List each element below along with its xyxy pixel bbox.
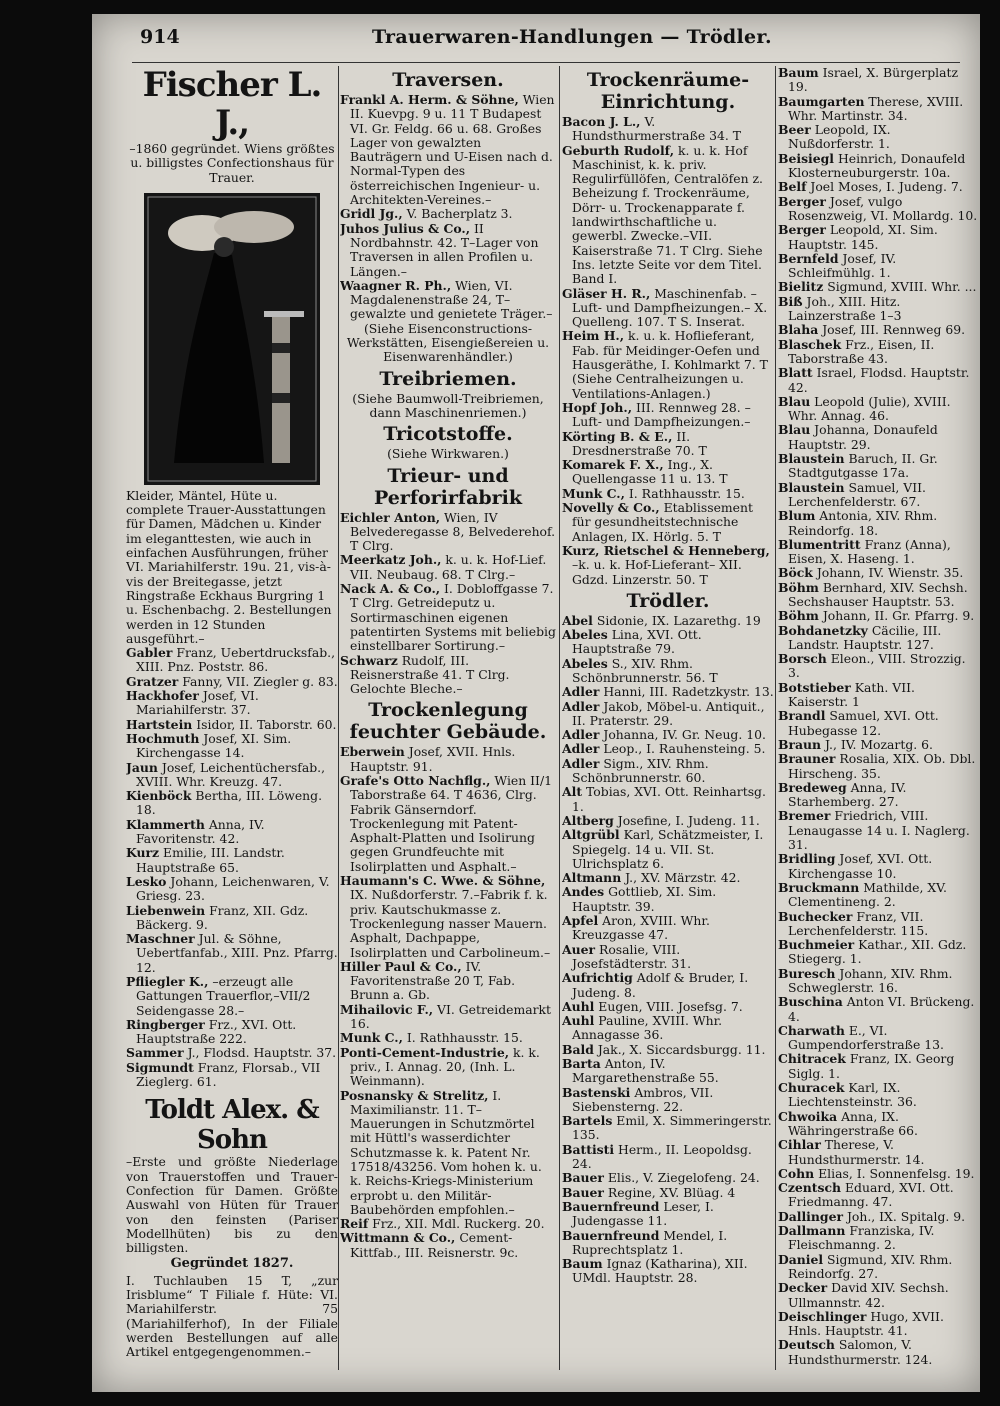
- list-item: Andes Gottlieb, XI. Sim. Hauptstr. 39.: [562, 884, 717, 914]
- list-item: Buschina Anton VI. Brückeng. 4.: [778, 994, 975, 1024]
- list-item: Churacek Karl, IX. Liechtensteinstr. 36.: [778, 1080, 917, 1110]
- list-item: Botstieber Kath. VII. Kaiserstr. 1: [778, 679, 915, 710]
- list-item: Posnansky & Strelitz, I. Maximilianstr. 11. T–Mauerungen in Schutzmörtel mit Hüttl's wasserdichter Schutzmasse k. k. Patent Nr. 17518/43256. Vom hohen k. u. k. Reichs-Kriegs-Ministerium erprobt u. den Militär-Baubehörden empfohlen.–: [340, 1087, 542, 1217]
- list-item: Reif Frz., XII. Mdl. Ruckerg. 20.: [340, 1216, 545, 1232]
- directory-page: [92, 14, 980, 1392]
- list-item: Bernfeld Josef, IV. Schleifmühlg. 1.: [778, 250, 897, 281]
- list-item: Kurz, Rietschel & Henneberg, –k. u. k. Hof-Lieferant– XII. Gdzd. Linzerstr. 50. T: [562, 542, 770, 587]
- list-item: Buchecker Franz, VII. Lerchenfelderstr. 115.: [778, 908, 929, 938]
- list-item: Hackhofer Josef, VI. Mariahilferstr. 37.: [126, 688, 259, 718]
- list-item: Gabler Franz, Uebertdrucksfab., XIII. Pnz. Poststr. 86.: [126, 645, 336, 675]
- list-item: Mihailovic F., VI. Getreidemarkt 16.: [340, 1001, 552, 1032]
- list-item: Waagner R. Ph., Wien, VI. Magdalenenstraße 24, T–gewalzte und genietete Träger.–: [340, 277, 553, 322]
- list-item: Novelly & Co., Etablissement für gesundheitstechnische Anlagen, IX. Hörlg. 5. T: [562, 500, 753, 544]
- list-item: Daniel Sigmund, XIV. Rhm. Reindorfg. 27.: [778, 1251, 953, 1281]
- list-item: Auhl Eugen, VIII. Josefsg. 7.: [562, 998, 743, 1014]
- list-item: Berger Josef, vulgo Rosenzweig, VI. Mollardg. 10.: [778, 193, 978, 223]
- cross-reference-note: (Siehe Eisenconstructions-Werkstätten, Eisengießereien u. Eisenwarenhändler.): [346, 320, 550, 365]
- list-item: Geburth Rudolf, k. u. k. Hof Maschinist, k. k. priv. Regulirfüllöfen, Centralöfen z. Beheizung f. Trockenräume, Dörr- u. Trockenapparate f. landwirthschaftliche u. gewerbl. Zwecke.–VII. Kaiserstraße 71. T Clrg. Siehe Ins. letzte Seite vor dem Titel. Band I.: [562, 142, 763, 287]
- list-item: Lesko Johann, Leichenwaren, V. Griesg. 23.: [126, 873, 330, 904]
- list-item: Sigmundt Franz, Florsab., VII Zieglerg. 61.: [126, 1059, 321, 1090]
- list-item: Barta Anton, IV. Margarethenstraße 55.: [562, 1056, 719, 1086]
- list-item: Sammer J., Flodsd. Hauptstr. 37.: [126, 1045, 337, 1061]
- list-item: Abeles S., XIV. Rhm. Schönbrunnerstr. 56. T: [562, 655, 718, 685]
- list-item: Auer Rosalie, VIII. Josefstädterstr. 31.: [562, 941, 692, 971]
- list-item: Czentsch Eduard, XVI. Ott. Friedmanng. 47.: [778, 1180, 954, 1210]
- section-heading: Trockenlegung feuchter Gebäude.: [349, 699, 547, 744]
- list-item: Bruckmann Mathilde, XV. Clementineng. 2.: [778, 879, 947, 910]
- list-item: Hochmuth Josef, XI. Sim. Kirchengasse 14.: [126, 730, 292, 761]
- list-item: Blum Antonia, XIV. Rhm. Reindorfg. 18.: [778, 508, 938, 538]
- list-item: Decker David XIV. Sechsh. Ullmannstr. 42.: [778, 1280, 949, 1310]
- mourning-dress-illustration: [144, 193, 320, 485]
- fischer-ad-caption: Kleider, Mäntel, Hüte u. complete Trauer-Ausstattungen für Damen, Mädchen u. Kinder im eleganttesten, wie auch in einfachen Ausführungen, früher VI. Mariahilferstr. 19u. 21, vis-à-vis der Breitegasse, jetzt Ringstraße Eckhaus Burgring 1 u. Eschenbachg. 2. Bestellungen werden in 12 Stunden ausgeführt.–: [126, 487, 332, 646]
- list-item: Munk C., I. Rathhausstr. 15.: [562, 485, 745, 501]
- list-item: Blaustein Baruch, II. Gr. Stadtgutgasse 17a.: [778, 451, 938, 481]
- list-item: Bauernfreund Mendel, I. Ruprechtsplatz 1.: [562, 1227, 728, 1257]
- list-item: Blatt Israel, Flodsd. Hauptstr. 42.: [778, 365, 970, 395]
- list-item: Abel Sidonie, IX. Lazarethg. 19: [562, 612, 761, 628]
- list-item: Gratzer Fanny, VII. Ziegler g. 83.: [126, 673, 338, 689]
- column-1: [126, 66, 338, 1370]
- list-item: Borsch Eleon., VIII. Strozzig. 3.: [778, 651, 966, 681]
- list-item: Bridling Josef, XVI. Ott. Kirchengasse 10.: [778, 851, 933, 881]
- section-heading: Trieur- und Perforirfabrik: [373, 464, 523, 509]
- list-item: Beisiegl Heinrich, Donaufeld Klosterneuburgerstr. 10a.: [778, 150, 966, 181]
- list-item: Apfel Aron, XVIII. Whr. Kreuzgasse 47.: [562, 913, 710, 943]
- list-item: Grafe's Otto Nachflg., Wien II/1 Taborstraße 64. T 4636, Clrg. Fabrik Gänserndorf. Trockenlegung mit Patent-Asphalt-Platten und Isolirung gegen Grundfeuchte mit Isolirplatten und Asphalt.–: [340, 772, 553, 874]
- list-item: Blaha Josef, III. Rennweg 69.: [778, 322, 966, 338]
- header-rule: [132, 62, 960, 63]
- list-item: Baum Ignaz (Katharina), XII. UMdl. Hauptstr. 28.: [562, 1256, 748, 1286]
- fischer-ad-text: –1860 gegründet. Wiens größtes u. billigstes Confectionshaus für Trauer.: [129, 141, 335, 185]
- col1-entry-list: [126, 646, 338, 1089]
- list-item: Kurz Emilie, III. Landstr. Hauptstraße 65.: [126, 845, 285, 875]
- list-item: Blaustein Samuel, VII. Lerchenfelderstr. 67.: [778, 479, 926, 509]
- list-item: Adler Hanni, III. Radetzkystr. 13.: [562, 684, 774, 700]
- list-item: Baumgarten Therese, XVIII. Whr. Martinstr. 34.: [778, 93, 964, 123]
- list-item: Brandl Samuel, XVI. Ott. Hubegasse 12.: [778, 708, 939, 738]
- list-item: Adler Jakob, Möbel-u. Antiquit., II. Praterstr. 29.: [562, 698, 765, 728]
- list-item: Bauer Elis., V. Ziegelofeng. 24.: [562, 1170, 760, 1186]
- list-item: Böhm Johann, II. Gr. Pfarrg. 9.: [778, 608, 975, 624]
- list-item: Cohn Elias, I. Sonnenfelsg. 19.: [778, 1165, 975, 1181]
- list-item: Adler Johanna, IV. Gr. Neug. 10.: [562, 727, 766, 743]
- list-item: Blumentritt Franz (Anna), Eisen, X. Haseng. 1.: [778, 536, 951, 567]
- column-2: [340, 66, 556, 1370]
- list-item: Meerkatz Joh., k. u. k. Hof-Lief. VII. Neubaug. 68. T Clrg.–: [340, 552, 547, 582]
- cross-reference-note: (Siehe Wirkwaren.): [387, 446, 509, 462]
- list-item: Bald Jak., X. Siccardsburgg. 11.: [562, 1041, 766, 1057]
- page-title: Trauerwaren-Handlungen — Trödler.: [372, 26, 772, 48]
- section-heading: Trockenräume-Einrichtung.: [586, 69, 750, 113]
- list-item: Pfliegler K., –erzeugt alle Gattungen Trauerflor,–VII/2 Seidengasse 28.–: [126, 973, 311, 1018]
- list-item: Jaun Josef, Leichentüchersfab., XVIII. Whr. Kreuzg. 47.: [126, 759, 326, 789]
- section-heading: Tricotstoffe.: [383, 423, 513, 446]
- list-item: Bastenski Ambros, VII. Siebensterng. 22.: [562, 1084, 714, 1114]
- list-item: Juhos Julius & Co., II Nordbahnstr. 42. T–Lager von Traversen in allen Profilen u. Längen.–: [340, 220, 539, 279]
- toldt-ad-name: Toldt Alex. & Sohn: [145, 1095, 319, 1156]
- list-item: Klammerth Anna, IV. Favoritenstr. 42.: [126, 816, 265, 847]
- list-item: Gläser H. R., Maschinenfab. –Luft- und Dampfheizungen.– X. Quelleng. 107. T S. Inserat.: [562, 285, 768, 330]
- column-3: [562, 66, 774, 1370]
- list-item: Blaschek Frz., Eisen, II. Taborstraße 43.: [778, 336, 935, 366]
- section-heading: Trödler.: [626, 589, 710, 612]
- list-item: Braun J., IV. Mozartg. 6.: [778, 736, 933, 752]
- list-item: Buresch Johann, XIV. Rhm. Schweglerstr. 16.: [778, 965, 953, 995]
- list-item: Chitracek Franz, IX. Georg Siglg. 1.: [778, 1051, 955, 1081]
- list-item: Auhl Pauline, XVIII. Whr. Annagasse 36.: [562, 1013, 723, 1043]
- list-item: Adler Sigm., XIV. Rhm. Schönbrunnerstr. 60.: [562, 755, 709, 786]
- list-item: Hiller Paul & Co., IV. Favoritenstraße 20 T, Fab. Brunn a. Gb.: [340, 958, 516, 1003]
- list-item: Böck Johann, IV. Wienstr. 35.: [778, 565, 964, 581]
- list-item: Aufrichtig Adolf & Bruder, I. Judeng. 8.: [562, 970, 749, 1000]
- page-header: [92, 14, 980, 54]
- list-item: Ringberger Frz., XVI. Ott. Hauptstraße 222.: [126, 1016, 297, 1047]
- list-item: Frankl A. Herm. & Söhne, Wien II. Kuevpg. 9 u. 11 T Budapest VI. Gr. Feldg. 66 u. 68. Großes Lager von gewalzten Bauträgern und U-Eisen nach d. Normal-Typen des österreichischen Ingenieur- u. Architekten-Vereines.–: [340, 92, 555, 208]
- list-item: Kienböck Bertha, III. Löweng. 18.: [126, 788, 323, 818]
- list-item: Bielitz Sigmund, XVIII. Whr. ...: [778, 279, 977, 295]
- list-item: Haumann's C. Wwe. & Söhne, IX. Nußdorferstr. 7.–Fabrik f. k. priv. Kautschukmasse z. Trockenlegung nasser Mauern. Asphalt, Dachpappe, Isolirplatten und Carbolineum.–: [340, 873, 551, 960]
- list-item: Bohdanetzky Cäcilie, III. Landstr. Hauptstr. 127.: [778, 622, 942, 652]
- list-item: Liebenwein Franz, XII. Gdz. Bäckerg. 9.: [126, 902, 309, 932]
- list-item: Deutsch Salomon, V. Hundsthurmerstr. 124.: [778, 1337, 933, 1367]
- list-item: Belf Joel Moses, I. Judeng. 7.: [778, 179, 963, 195]
- list-item: Battisti Herm., II. Leopoldsg. 24.: [562, 1141, 752, 1172]
- list-item: Altberg Josefine, I. Judeng. 11.: [562, 812, 760, 828]
- list-item: Alt Tobias, XVI. Ott. Reinhartsg. 1.: [562, 784, 766, 814]
- cross-reference-note: (Siehe Baumwoll-Treibriemen, dann Maschinenriemen.): [352, 390, 544, 420]
- list-item: Altgrübl Karl, Schätzmeister, I. Spiegelg. 14 u. VII. St. Ulrichsplatz 6.: [562, 827, 764, 871]
- list-item: Beer Leopold, IX. Nußdorferstr. 1.: [778, 122, 891, 152]
- list-item: Abeles Lina, XVI. Ott. Hauptstraße 79.: [562, 627, 702, 657]
- list-item: Blau Leopold (Julie), XVIII. Whr. Annag. 46.: [778, 393, 951, 424]
- list-item: Bauer Regine, XV. Blüag. 4: [562, 1184, 736, 1200]
- list-item: Bauernfreund Leser, I. Judengasse 11.: [562, 1198, 714, 1229]
- list-item: Charwath E., VI. Gumpendorferstraße 13.: [778, 1022, 944, 1053]
- list-item: Komarek F. X., Ing., X. Quellengasse 11 u. 13. T: [562, 457, 728, 487]
- list-item: Berger Leopold, XI. Sim. Hauptstr. 145.: [778, 222, 938, 252]
- toldt-ad-address: I. Tuchlauben 15 T, „zur Irisblume“ T Filiale f. Hüte: VI. Mariahilferstr. 75 (Mariahilferhof), In der Filiale werden Bestellungen auf alle Artikel entgegengenommen.–: [126, 1272, 338, 1360]
- list-item: Cihlar Therese, V. Hundsthurmerstr. 14.: [778, 1137, 925, 1167]
- section-heading: Traversen.: [392, 69, 504, 91]
- column-divider: [775, 66, 776, 1370]
- list-item: Hartstein Isidor, II. Taborstr. 60.: [126, 716, 337, 732]
- list-item: Bartels Emil, X. Simmeringerstr. 135.: [562, 1113, 772, 1143]
- list-item: Biß Joh., XIII. Hitz. Lainzerstraße 1–3: [778, 293, 902, 324]
- list-item: Buchmeier Kathar., XII. Gdz. Stiegerg. 1.: [778, 937, 967, 967]
- list-item: Adler Leop., I. Rauhensteing. 5.: [562, 741, 766, 757]
- column-4: [778, 66, 978, 1370]
- column-divider: [338, 66, 339, 1370]
- list-item: Bredeweg Anna, IV. Starhemberg. 27.: [778, 779, 907, 810]
- list-item: Schwarz Rudolf, III. Reisnerstraße 41. T Clrg. Gelochte Bleche.–: [340, 652, 510, 697]
- list-item: Ponti-Cement-Industrie, k. k. priv., I. Annag. 20, (Inh. L. Weinmann).: [340, 1044, 540, 1089]
- list-item: Deischlinger Hugo, XVII. Hnls. Hauptstr. 41.: [778, 1308, 944, 1339]
- list-item: Altmann J., XV. Märzstr. 42.: [562, 870, 741, 886]
- list-item: Bremer Friedrich, VIII. Lenaugasse 14 u. I. Naglerg. 31.: [778, 808, 970, 853]
- list-item: Bacon J. L., V. Hundsthurmerstraße 34. T: [562, 114, 742, 144]
- list-item: Hopf Joh., III. Rennweg 28. –Luft- und Dampfheizungen.–: [562, 399, 751, 430]
- page-number: 914: [140, 26, 180, 48]
- list-item: Baum Israel, X. Bürgerplatz 19.: [778, 66, 958, 95]
- list-item: Eichler Anton, Wien, IV Belvederegasse 8, Belvederehof. T Clrg.: [340, 509, 556, 554]
- list-item: Körting B. & E., II. Dresdnerstraße 70. T: [562, 428, 707, 458]
- toldt-ad-text: –Erste und größte Niederlage von Trauerstoffen und Trauer-Confection für Damen. Größte Auswahl von Hüten für Trauer von den feinsten (Pariser Modellhüten) bis zu den billigsten.: [126, 1154, 338, 1256]
- list-item: Böhm Bernhard, XIV. Sechsh. Sechshauser Hauptstr. 53.: [778, 579, 968, 609]
- list-item: Brauner Rosalia, XIX. Ob. Dbl. Hirscheng. 35.: [778, 751, 976, 781]
- list-item: Blau Johanna, Donaufeld Hauptstr. 29.: [778, 422, 938, 452]
- list-item: Wittmann & Co., Cement-Kittfab., III. Reisnerstr. 9c.: [340, 1230, 519, 1260]
- list-item: Dallmann Franziska, IV. Fleischmanng. 2.: [778, 1223, 935, 1253]
- list-item: Dallinger Joh., IX. Spitalg. 9.: [778, 1208, 966, 1224]
- list-item: Munk C., I. Rathhausstr. 15.: [340, 1030, 523, 1046]
- fischer-ad-name: Fischer L. J.,: [142, 66, 322, 143]
- list-item: Eberwein Josef, XVII. Hnls. Hauptstr. 91.: [340, 744, 516, 774]
- list-item: Gridl Jg., V. Bacherplatz 3.: [340, 206, 513, 222]
- column-divider: [559, 66, 560, 1370]
- section-heading: Treibriemen.: [379, 367, 517, 390]
- list-item: Maschner Jul. & Söhne, Uebertfanfab., XIII. Pnz. Pfarrg. 12.: [126, 931, 338, 975]
- list-item: Heim H., k. u. k. Hoflieferant, Fab. für Meidinger-Oefen und Hausgeräthe, I. Kohlmarkt 7. T (Siehe Centralheizungen u. Ventilations-Anlagen.): [562, 328, 768, 401]
- list-item: Chwoika Anna, IX. Währingerstraße 66.: [778, 1108, 918, 1138]
- toldt-founded: Gegründet 1827.: [170, 1256, 294, 1272]
- list-item: Nack A. & Co., I. Dobloffgasse 7. T Clrg. Getreideputz u. Sortirmaschinen eigenen patentirten Systems mit beliebig einstellbarer Sortirung.–: [340, 581, 556, 654]
